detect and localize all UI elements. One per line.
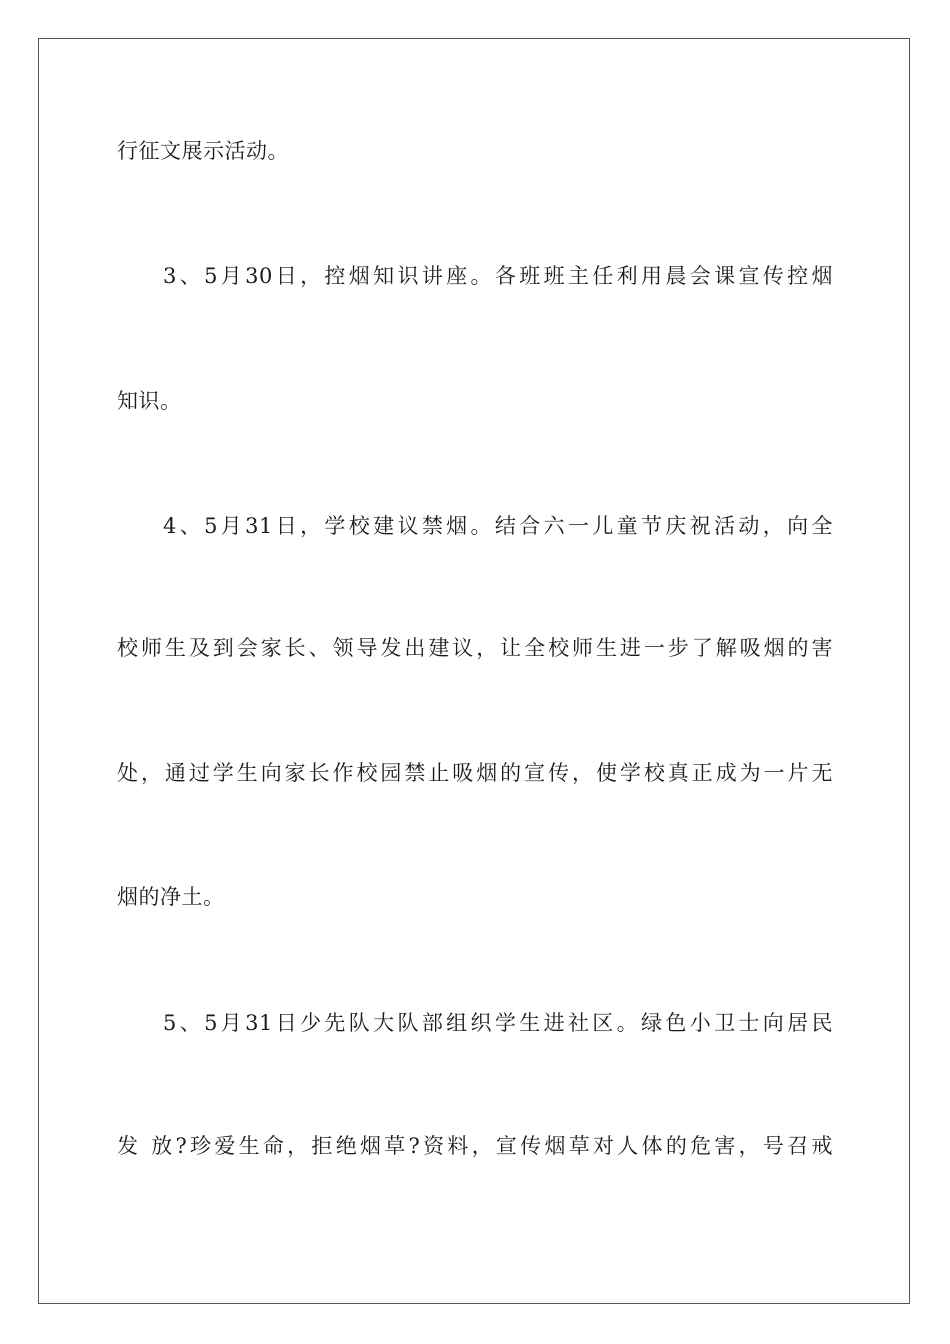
text-line: 行征文展示活动。 xyxy=(117,139,289,163)
text-line: 5、5月31日少先队大队部组织学生进社区。绿色小卫士向居民 xyxy=(163,1011,833,1035)
text-line: 处，通过学生向家长作校园禁止吸烟的宣传，使学校真正成为一片无 xyxy=(117,761,833,785)
text-line: 3、5月30日，控烟知识讲座。各班班主任利用晨会课宣传控烟 xyxy=(163,264,833,288)
text-line: 校师生及到会家长、领导发出建议，让全校师生进一步了解吸烟的害 xyxy=(117,636,833,660)
text-line: 发 放?珍爱生命，拒绝烟草?资料，宣传烟草对人体的危害，号召戒 xyxy=(117,1134,833,1158)
text-line: 知识。 xyxy=(117,389,182,413)
page-frame xyxy=(38,38,910,1304)
text-line: 4、5月31日，学校建议禁烟。结合六一儿童节庆祝活动，向全 xyxy=(163,514,833,538)
text-line: 烟的净土。 xyxy=(117,885,225,909)
